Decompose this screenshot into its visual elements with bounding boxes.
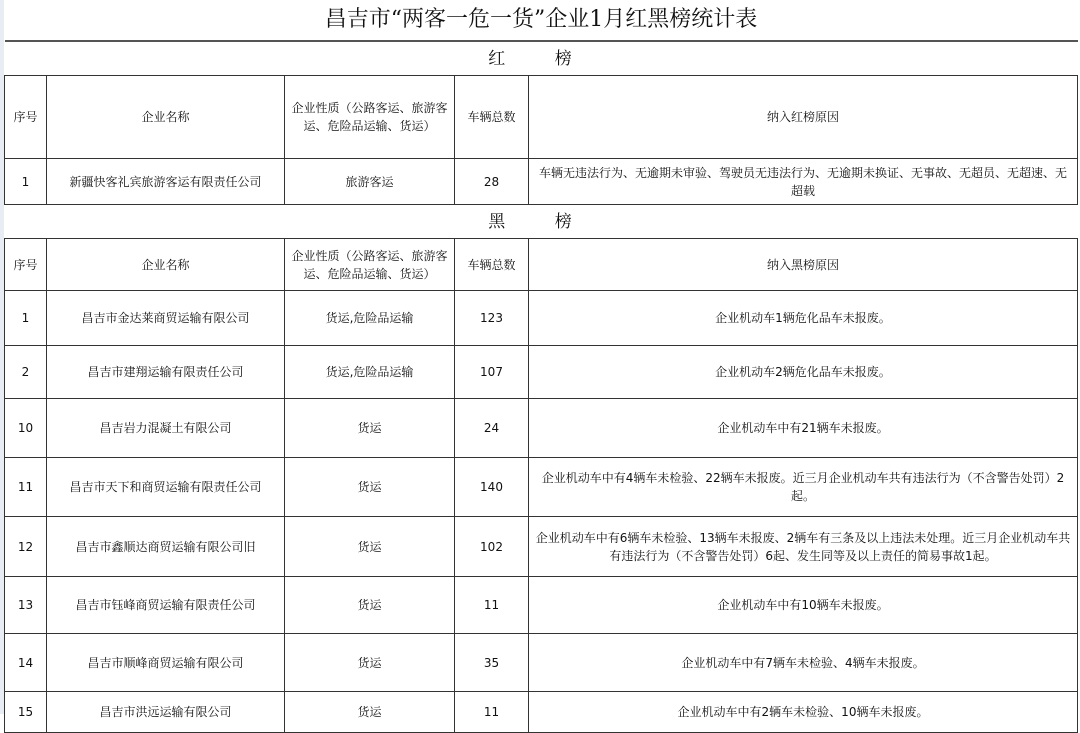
cell-vehicles: 35 — [455, 634, 529, 692]
cell-name: 昌吉市鑫顺达商贸运输有限公司旧 — [47, 517, 285, 577]
cell-name: 昌吉岩力混凝土有限公司 — [47, 399, 285, 458]
red-header-row — [5, 76, 1078, 159]
cell-nature: 货运 — [285, 458, 455, 517]
header-seq: 序号 — [5, 239, 47, 291]
cell-reason: 企业机动车中有2辆车未检验、10辆车未报废。 — [529, 692, 1078, 733]
table-row — [5, 634, 1078, 692]
cell-reason: 企业机动车中有21辆车未报废。 — [529, 399, 1078, 458]
table-row — [5, 399, 1078, 458]
cell-vehicles: 11 — [455, 577, 529, 634]
black-list-heading: 黑 榜 — [5, 205, 1078, 239]
table-row — [5, 458, 1078, 517]
cell-nature: 货运 — [285, 577, 455, 634]
cell-reason: 企业机动车中有10辆车未报废。 — [529, 577, 1078, 634]
header-seq: 序号 — [5, 76, 47, 159]
header-name: 企业名称 — [47, 76, 285, 159]
cell-vehicles: 107 — [455, 346, 529, 399]
header-reason: 纳入红榜原因 — [529, 76, 1078, 159]
cell-nature: 货运 — [285, 692, 455, 733]
cell-vehicles: 123 — [455, 291, 529, 346]
cell-nature: 货运,危险品运输 — [285, 346, 455, 399]
header-reason: 纳入黑榜原因 — [529, 239, 1078, 291]
cell-nature: 货运 — [285, 399, 455, 458]
cell-reason: 企业机动车1辆危化品车未报废。 — [529, 291, 1078, 346]
cell-name: 昌吉市天下和商贸运输有限责任公司 — [47, 458, 285, 517]
cell-name: 新疆快客礼宾旅游客运有限责任公司 — [47, 159, 285, 205]
cell-name: 昌吉市金达莱商贸运输有限公司 — [47, 291, 285, 346]
statistics-table — [4, 0, 1078, 733]
cell-seq: 13 — [5, 577, 47, 634]
header-nature: 企业性质（公路客运、旅游客运、危险品运输、货运） — [285, 239, 455, 291]
cell-reason: 企业机动车中有7辆车未检验、4辆车未报废。 — [529, 634, 1078, 692]
cell-vehicles: 102 — [455, 517, 529, 577]
cell-vehicles: 11 — [455, 692, 529, 733]
red-list-heading: 红 榜 — [5, 41, 1078, 76]
black-header-row — [5, 239, 1078, 291]
cell-seq: 14 — [5, 634, 47, 692]
cell-nature: 旅游客运 — [285, 159, 455, 205]
cell-reason: 企业机动车中有4辆车未检验、22辆车未报废。近三月企业机动车共有违法行为（不含警告处罚）2起。 — [529, 458, 1078, 517]
cell-name: 昌吉市洪远运输有限公司 — [47, 692, 285, 733]
page-title: 昌吉市“两客一危一货”企业1月红黑榜统计表 — [5, 0, 1078, 41]
cell-nature: 货运 — [285, 517, 455, 577]
table-row — [5, 517, 1078, 577]
cell-name: 昌吉市钰峰商贸运输有限责任公司 — [47, 577, 285, 634]
cell-name: 昌吉市建翔运输有限责任公司 — [47, 346, 285, 399]
cell-vehicles: 24 — [455, 399, 529, 458]
header-nature: 企业性质（公路客运、旅游客运、危险品运输、货运） — [285, 76, 455, 159]
table-row — [5, 346, 1078, 399]
cell-nature: 货运,危险品运输 — [285, 291, 455, 346]
cell-seq: 1 — [5, 291, 47, 346]
table-row — [5, 159, 1078, 205]
cell-seq: 1 — [5, 159, 47, 205]
cell-seq: 10 — [5, 399, 47, 458]
header-vehicles: 车辆总数 — [455, 239, 529, 291]
table-row — [5, 577, 1078, 634]
cell-reason: 车辆无违法行为、无逾期未审验、驾驶员无违法行为、无逾期未换证、无事故、无超员、无超速、无超载 — [529, 159, 1078, 205]
cell-seq: 15 — [5, 692, 47, 733]
header-vehicles: 车辆总数 — [455, 76, 529, 159]
cell-name: 昌吉市顺峰商贸运输有限公司 — [47, 634, 285, 692]
table-row — [5, 291, 1078, 346]
cell-vehicles: 140 — [455, 458, 529, 517]
cell-seq: 12 — [5, 517, 47, 577]
table-row — [5, 692, 1078, 733]
cell-nature: 货运 — [285, 634, 455, 692]
cell-seq: 2 — [5, 346, 47, 399]
cell-reason: 企业机动车2辆危化品车未报废。 — [529, 346, 1078, 399]
cell-vehicles: 28 — [455, 159, 529, 205]
cell-reason: 企业机动车中有6辆车未检验、13辆车未报废、2辆车有三条及以上违法未处理。近三月企业机动车共有违法行为（不含警告处罚）6起、发生同等及以上责任的简易事故1起。 — [529, 517, 1078, 577]
header-name: 企业名称 — [47, 239, 285, 291]
cell-seq: 11 — [5, 458, 47, 517]
